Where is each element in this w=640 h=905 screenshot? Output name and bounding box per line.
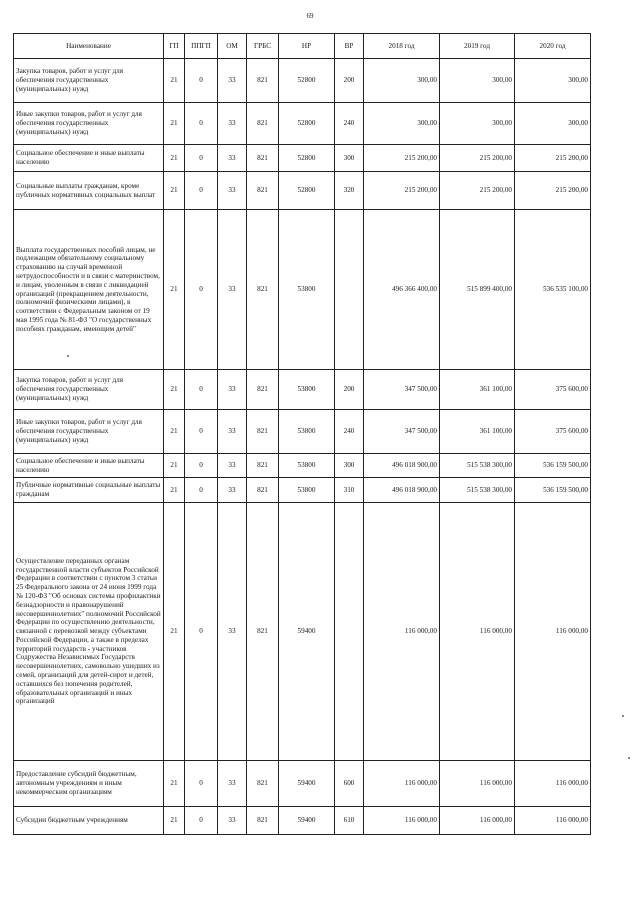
scan-speck xyxy=(622,715,624,717)
cell-om: 33 xyxy=(218,503,247,761)
header-nr: НР xyxy=(279,34,335,59)
cell-vr: 200 xyxy=(335,59,364,103)
cell-pgp: 0 xyxy=(185,478,218,503)
cell-vr: 610 xyxy=(335,807,364,835)
table-row xyxy=(14,503,591,761)
table-row xyxy=(14,210,591,370)
cell-2020: 215 200,00 xyxy=(515,172,591,210)
row-name: Социальное обеспечение и иные выплаты населению xyxy=(14,145,164,172)
cell-2018: 496 366 400,00 xyxy=(364,210,440,370)
cell-2020: 375 600,00 xyxy=(515,410,591,454)
cell-om: 33 xyxy=(218,478,247,503)
table-row xyxy=(14,478,591,503)
cell-grbs: 821 xyxy=(247,103,279,145)
table-row xyxy=(14,172,591,210)
cell-nr: 53800 xyxy=(279,370,335,410)
cell-gp: 21 xyxy=(164,370,185,410)
cell-nr: 53800 xyxy=(279,410,335,454)
cell-om: 33 xyxy=(218,761,247,807)
cell-nr: 59400 xyxy=(279,807,335,835)
cell-2020: 300,00 xyxy=(515,59,591,103)
cell-gp: 21 xyxy=(164,172,185,210)
table-row xyxy=(14,103,591,145)
cell-2019: 515 538 300,00 xyxy=(440,478,515,503)
cell-grbs: 821 xyxy=(247,172,279,210)
cell-pgp: 0 xyxy=(185,145,218,172)
cell-2020: 300,00 xyxy=(515,103,591,145)
row-name: Субсидии бюджетным учреждениям xyxy=(14,807,164,835)
cell-grbs: 821 xyxy=(247,454,279,478)
cell-2018: 300,00 xyxy=(364,103,440,145)
cell-pgp: 0 xyxy=(185,210,218,370)
cell-om: 33 xyxy=(218,210,247,370)
budget-table xyxy=(13,33,591,835)
table-row xyxy=(14,59,591,103)
header-grbs: ГРБС xyxy=(247,34,279,59)
cell-om: 33 xyxy=(218,103,247,145)
cell-2019: 300,00 xyxy=(440,59,515,103)
cell-om: 33 xyxy=(218,172,247,210)
header-pgp: ППГП xyxy=(185,34,218,59)
cell-2019: 215 200,00 xyxy=(440,145,515,172)
cell-pgp: 0 xyxy=(185,103,218,145)
cell-pgp: 0 xyxy=(185,172,218,210)
cell-om: 33 xyxy=(218,454,247,478)
cell-2018: 215 200,00 xyxy=(364,172,440,210)
cell-2019: 300,00 xyxy=(440,103,515,145)
cell-vr: 300 xyxy=(335,145,364,172)
scan-speck xyxy=(67,355,69,357)
cell-nr: 53800 xyxy=(279,478,335,503)
row-name: Социальное обеспечение и иные выплаты населению xyxy=(14,454,164,478)
cell-2020: 375 600,00 xyxy=(515,370,591,410)
header-2019: 2019 год xyxy=(440,34,515,59)
cell-gp: 21 xyxy=(164,454,185,478)
cell-gp: 21 xyxy=(164,59,185,103)
table-row xyxy=(14,807,591,835)
row-name: Иные закупки товаров, работ и услуг для обеспечения государственных (муниципальных) нужд xyxy=(14,103,164,145)
cell-om: 33 xyxy=(218,145,247,172)
header-2020: 2020 год xyxy=(515,34,591,59)
cell-gp: 21 xyxy=(164,761,185,807)
cell-vr: 300 xyxy=(335,454,364,478)
header-vr: ВР xyxy=(335,34,364,59)
cell-vr: 200 xyxy=(335,370,364,410)
cell-grbs: 821 xyxy=(247,807,279,835)
cell-2019: 116 000,00 xyxy=(440,503,515,761)
cell-2018: 347 500,00 xyxy=(364,410,440,454)
row-name: Иные закупки товаров, работ и услуг для обеспечения государственных (муниципальных) нужд xyxy=(14,410,164,454)
cell-2018: 215 200,00 xyxy=(364,145,440,172)
cell-grbs: 821 xyxy=(247,59,279,103)
table-row xyxy=(14,454,591,478)
cell-2019: 515 899 400,00 xyxy=(440,210,515,370)
header-row xyxy=(14,34,591,59)
row-name: Публичные нормативные социальные выплаты гражданам xyxy=(14,478,164,503)
cell-2018: 116 000,00 xyxy=(364,503,440,761)
cell-om: 33 xyxy=(218,59,247,103)
cell-2020: 536 159 500,00 xyxy=(515,454,591,478)
header-om: ОМ xyxy=(218,34,247,59)
cell-2018: 300,00 xyxy=(364,59,440,103)
cell-gp: 21 xyxy=(164,410,185,454)
cell-pgp: 0 xyxy=(185,761,218,807)
cell-2020: 536 159 500,00 xyxy=(515,478,591,503)
cell-pgp: 0 xyxy=(185,370,218,410)
cell-2018: 116 000,00 xyxy=(364,761,440,807)
cell-grbs: 821 xyxy=(247,210,279,370)
header-2018: 2018 год xyxy=(364,34,440,59)
row-name: Осуществление переданных органам государственной власти субъектов Российской Федерации в соответствии с пунктом 3 статьи 25 Федерального закона от 24 июня 1999 года № 120-ФЗ "Об основах системы профилактики безнадзорности и правонарушений несовершеннолетних" полномочий Российской Федерации по осуществлению деятельности, связанной с перевозкой между субъектами Российской Федерации, а также в пределах территорий государств - участников Содружества Независимых Государств несовершеннолетних, самовольно ушедших из семей, организаций для детей-сирот и детей, оставшихся без попечения родителей, образовательных организаций и иных организаций xyxy=(14,503,164,761)
cell-grbs: 821 xyxy=(247,410,279,454)
cell-nr: 52800 xyxy=(279,145,335,172)
cell-gp: 21 xyxy=(164,103,185,145)
cell-nr: 53800 xyxy=(279,210,335,370)
cell-nr: 52800 xyxy=(279,59,335,103)
cell-2018: 116 000,00 xyxy=(364,807,440,835)
row-name: Закупка товаров, работ и услуг для обеспечения государственных (муниципальных) нужд xyxy=(14,370,164,410)
row-name: Социальные выплаты гражданам, кроме публичных нормативных социальных выплат xyxy=(14,172,164,210)
page-number: 69 xyxy=(306,12,314,20)
table-row xyxy=(14,145,591,172)
cell-vr: 240 xyxy=(335,410,364,454)
table-row xyxy=(14,410,591,454)
cell-2020: 536 535 100,00 xyxy=(515,210,591,370)
cell-gp: 21 xyxy=(164,145,185,172)
cell-grbs: 821 xyxy=(247,503,279,761)
cell-vr xyxy=(335,503,364,761)
cell-pgp: 0 xyxy=(185,410,218,454)
cell-gp: 21 xyxy=(164,478,185,503)
cell-2019: 116 000,00 xyxy=(440,761,515,807)
cell-pgp: 0 xyxy=(185,503,218,761)
table-row xyxy=(14,370,591,410)
cell-om: 33 xyxy=(218,410,247,454)
cell-om: 33 xyxy=(218,807,247,835)
row-name: Выплата государственных пособий лицам, не подлежащим обязательному социальному страхованию на случай временной нетрудоспособности и в связи с материнством, и лицам, уволенным в связи с ликвидацией организаций (прекращением деятельности, полномочий физическими лицами), в соответствии с Федеральным законом от 19 мая 1995 года № 81-ФЗ "О государственных пособиях гражданам, имеющим детей" xyxy=(14,210,164,370)
cell-nr: 52800 xyxy=(279,103,335,145)
cell-2020: 116 000,00 xyxy=(515,761,591,807)
cell-pgp: 0 xyxy=(185,59,218,103)
cell-2020: 215 200,00 xyxy=(515,145,591,172)
cell-vr: 240 xyxy=(335,103,364,145)
cell-2018: 347 500,00 xyxy=(364,370,440,410)
cell-grbs: 821 xyxy=(247,370,279,410)
cell-pgp: 0 xyxy=(185,454,218,478)
cell-grbs: 821 xyxy=(247,761,279,807)
cell-grbs: 821 xyxy=(247,145,279,172)
cell-2019: 361 100,00 xyxy=(440,410,515,454)
row-name: Закупка товаров, работ и услуг для обеспечения государственных (муниципальных) нужд xyxy=(14,59,164,103)
cell-2020: 116 000,00 xyxy=(515,807,591,835)
table-row xyxy=(14,761,591,807)
cell-2018: 496 018 900,00 xyxy=(364,454,440,478)
cell-vr: 600 xyxy=(335,761,364,807)
cell-2019: 215 200,00 xyxy=(440,172,515,210)
cell-2018: 496 018 900,00 xyxy=(364,478,440,503)
cell-pgp: 0 xyxy=(185,807,218,835)
cell-vr xyxy=(335,210,364,370)
row-name: Предоставление субсидий бюджетным, автономным учреждениям и иным некоммерческим организациям xyxy=(14,761,164,807)
cell-2019: 116 000,00 xyxy=(440,807,515,835)
cell-gp: 21 xyxy=(164,503,185,761)
cell-vr: 310 xyxy=(335,478,364,503)
cell-nr: 52800 xyxy=(279,172,335,210)
cell-nr: 59400 xyxy=(279,761,335,807)
cell-grbs: 821 xyxy=(247,478,279,503)
cell-2019: 515 538 300,00 xyxy=(440,454,515,478)
cell-2020: 116 000,00 xyxy=(515,503,591,761)
header-gp: ГП xyxy=(164,34,185,59)
cell-om: 33 xyxy=(218,370,247,410)
cell-nr: 59400 xyxy=(279,503,335,761)
header-name: Наименование xyxy=(14,34,164,59)
cell-2019: 361 100,00 xyxy=(440,370,515,410)
cell-gp: 21 xyxy=(164,807,185,835)
scan-speck xyxy=(628,757,630,759)
cell-gp: 21 xyxy=(164,210,185,370)
cell-nr: 53800 xyxy=(279,454,335,478)
cell-vr: 320 xyxy=(335,172,364,210)
